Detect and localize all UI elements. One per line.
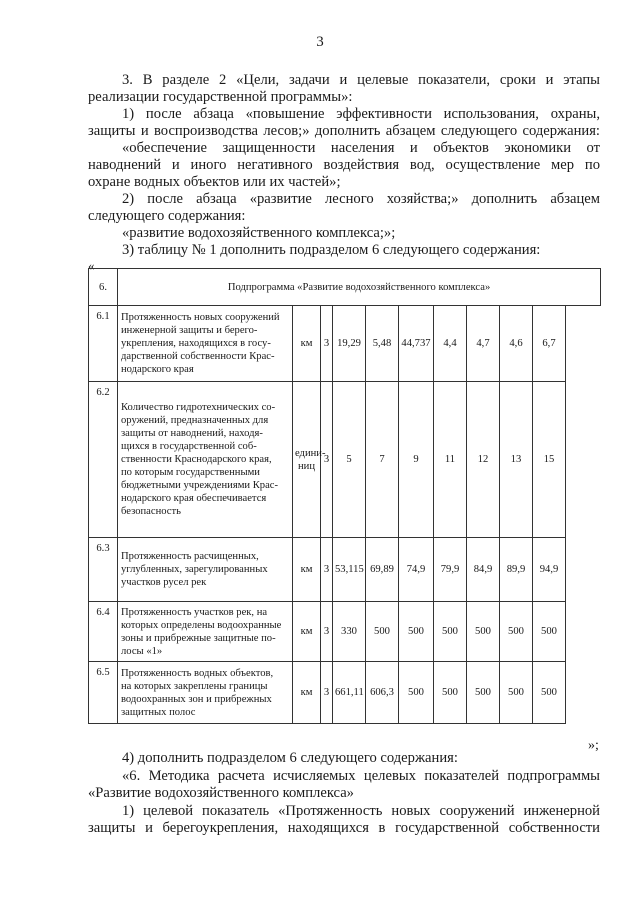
unit [293,382,326,538]
unit-line: км [300,687,313,698]
header-number: 6. [89,269,118,306]
indicators-table [88,268,601,724]
value-cell: 500 [434,602,467,662]
indicator-name-line: оружений, предназначенных для [121,415,269,426]
paragraph-line: «обеспечение защищенности населения и объектов экономики от [122,140,600,156]
value-cell: 7 [366,382,399,538]
indicator-name [118,538,293,602]
value-cell: 500 [500,662,533,724]
paragraph-line: следующего содержания: [88,208,246,224]
indicator-name-line: безопасность [121,506,181,517]
unit-line: км [300,626,313,637]
value-cell: 12 [467,382,500,538]
value-cell: 500 [399,662,434,724]
unit-line: км [300,564,313,575]
unit [293,538,321,602]
unit-line: ниц [297,460,315,472]
row-number: 6.3 [89,538,118,602]
paragraph-line: «6. Методика расчета исчисляемых целевых показателей подпрограммы [122,768,600,784]
paragraph-line: 1) целевой показатель «Протяженность новых сооружений инженерной [122,803,600,819]
indicator-name-line: щихся в государственной соб- [121,441,257,452]
value-cell: 5 [333,382,366,538]
table-row [89,382,601,538]
value-cell: 500 [366,602,399,662]
unit-line: едини- [295,447,326,459]
status: 3 [321,306,333,382]
value-cell: 500 [467,662,500,724]
unit-line: км [300,338,313,349]
indicator-name-line: Протяженность расчищенных, [121,551,259,562]
row-number: 6.4 [89,602,118,662]
value-cell: 500 [533,662,566,724]
status: 3 [321,662,333,724]
table-close-quote: »; [588,738,599,753]
value-cell: 4,4 [434,306,467,382]
value-cell: 330 [333,602,366,662]
indicator-name-line: Протяженность новых сооружений [121,312,280,323]
unit [293,662,321,724]
value-cell: 13 [500,382,533,538]
paragraph-line: защиты и воспроизводства лесов;» дополнить абзацем следующего содержания: [88,123,600,139]
value-cell: 500 [399,602,434,662]
value-cell: 500 [533,602,566,662]
value-cell: 53,115 [333,538,366,602]
value-cell: 4,6 [500,306,533,382]
paragraph-line: 4) дополнить подразделом 6 следующего содержания: [122,750,458,766]
indicator-name-line: укрепления, находящихся в госу- [121,338,271,349]
indicator-name-line: участков русел рек [121,577,207,588]
value-cell: 69,89 [366,538,399,602]
paragraph-line: 2) после абзаца «развитие лесного хозяйства;» дополнить абзацем [122,191,600,207]
value-cell: 6,7 [533,306,566,382]
indicator-name-line: дарственной собственности Крас- [121,351,275,362]
indicator-name-line: углубленных, зарегулированных [121,564,268,575]
indicator-name-line: защиты от наводнений, находя- [121,428,263,439]
paragraph-line: «развитие водохозяйственного комплекса;»; [122,225,396,241]
status: 3 [321,538,333,602]
paragraph-line: наводнений и иного негативного воздействия вод, осуществление мер по [88,157,600,173]
indicator-name-line: на которых закреплены границы [121,680,268,692]
indicator-name-line: ственности Краснодарского края, [121,454,272,465]
row-number: 6.2 [89,382,118,538]
indicator-name-line: водоохранных зон и прибрежных [121,693,272,705]
table-row [89,306,601,382]
indicator-name-line: инженерной защиты и берего- [121,325,258,336]
indicator-name-line: бюджетными учреждениями Крас- [121,480,279,491]
indicator-name-line: Количество гидротехнических со- [121,402,276,413]
status: 3 [321,602,333,662]
header-title: Подпрограмма «Развитие водохозяйственного комплекса» [118,269,601,306]
indicator-name-line: защитных полос [121,706,196,718]
value-cell: 500 [500,602,533,662]
value-cell: 4,7 [467,306,500,382]
value-cell: 661,11 [333,662,366,724]
row-number: 6.1 [89,306,118,382]
table-row [89,662,601,724]
value-cell: 606,3 [366,662,399,724]
paragraph-line: 3. В разделе 2 «Цели, задачи и целевые показатели, сроки и этапы [122,72,600,88]
value-cell: 11 [434,382,467,538]
indicator-name-line: зоны и прибрежные защитные по- [121,632,276,644]
table-row [89,538,601,602]
value-cell: 84,9 [467,538,500,602]
indicator-name-line: которых определены водоохранные [121,619,282,631]
value-cell: 500 [467,602,500,662]
value-cell: 15 [533,382,566,538]
indicator-name [118,382,293,538]
value-cell: 94,9 [533,538,566,602]
paragraph-line: «Развитие водохозяйственного комплекса» [88,785,354,801]
value-cell: 89,9 [500,538,533,602]
indicator-name-line: нодарского края обеспечивается [121,493,267,504]
value-cell: 5,48 [366,306,399,382]
unit [293,602,321,662]
page-number: 3 [316,34,324,50]
paragraph-line: защиты и берегоукрепления, находящихся в государственной собственности [88,820,600,836]
indicator-name-line: нодарского края [121,364,194,375]
indicator-name-line: Протяженность участков рек, на [121,606,268,618]
paragraph-line: 1) после абзаца «повышение эффективности использования, охраны, [122,106,600,122]
row-number: 6.5 [89,662,118,724]
table-header-row [89,269,601,306]
indicator-name-line: по которым государственными [121,467,260,478]
indicator-name [118,662,293,724]
status: 3 [321,382,333,538]
value-cell: 44,737 [399,306,434,382]
paragraph-line: 3) таблицу № 1 дополнить подразделом 6 следующего содержания: [122,242,541,258]
table-row [89,602,601,662]
value-cell: 9 [399,382,434,538]
value-cell: 79,9 [434,538,467,602]
value-cell: 74,9 [399,538,434,602]
indicator-name-line: лосы «1» [121,645,163,657]
table-open-quote: « [88,258,95,273]
indicator-name [118,306,293,382]
indicator-name [118,602,293,662]
indicator-name-line: Протяженность водных объектов, [121,667,274,679]
unit [293,306,321,382]
value-cell: 500 [434,662,467,724]
paragraph-line: охране водных объектов или их частей»; [88,174,341,190]
paragraph-line: реализации государственной программы»: [88,89,353,105]
value-cell: 19,29 [333,306,366,382]
